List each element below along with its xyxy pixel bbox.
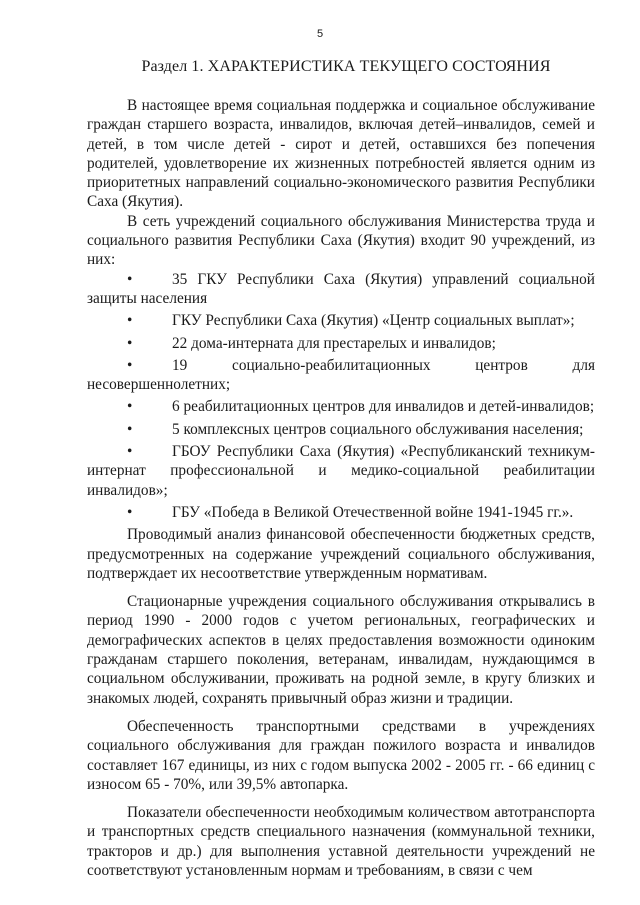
section-title: Раздел 1. ХАРАКТЕРИСТИКА ТЕКУЩЕГО СОСТОЯНИЯ <box>141 58 551 75</box>
list-item: • 35 ГКУ Республики Саха (Якутия) управлений социальной защиты населения <box>87 270 595 309</box>
page-number: 5 <box>316 28 324 40</box>
list-item: • ГКУ Республики Саха (Якутия) «Центр социальных выплат»; <box>87 311 595 330</box>
list-item: • 5 комплексных центров социального обслуживания населения; <box>87 420 595 439</box>
paragraph-network: В сеть учреждений социального обслуживания Министерства труда и социального развития Республики Саха (Якутия) входит 90 учреждений, из них: <box>87 212 595 269</box>
paragraph-stationary: Стационарные учреждения социального обслуживания открывались в период 1990 - 2000 годов с учетом региональных, географических и демографических аспектов в целях предоставления возможности одиноким гражданам старшего поколения, ветеранам, инвалидам, нуждающимся в социальном обслуживании, проживать на родной земле, в кругу близких и знакомых людей, сохранять привычный образ жизни и традиции. <box>87 593 595 707</box>
paragraph-transport: Обеспеченность транспортными средствами в учреждениях социального обслуживания для граждан пожилого возраста и инвалидов составляет 167 единицы, из них с годом выпуска 2002 - 2005 гг. - 66 единиц с износом 65 - 70%, или 39,5% автопарка. <box>87 717 595 793</box>
list-item: • 6 реабилитационных центров для инвалидов и детей-инвалидов; <box>87 397 595 416</box>
list-item: • 22 дома-интерната для престарелых и инвалидов; <box>87 334 595 353</box>
list-item: • 19 социально-реабилитационных центров для несовершеннолетних; <box>87 356 595 395</box>
body-text <box>87 96 595 880</box>
paragraph-finance: Проводимый анализ финансовой обеспеченности бюджетных средств, предусмотренных на содержание учреждений социального обслуживания, подтверждает их несоответствие утвержденным нормативам. <box>87 526 595 582</box>
institutions-list <box>87 270 595 523</box>
paragraph-indicators: Показатели обеспеченности необходимым количеством автотранспорта и транспортных средств специального назначения (коммунальной техники, тракторов и др.) для выполнения уставной деятельности учреждений не соответствуют установленным нормам и требованиям, в связи с чем <box>87 804 595 879</box>
list-item: • ГБОУ Республики Саха (Якутия) «Республиканский техникум-интернат профессиональной и медико-социальной реабилитации инвалидов»; <box>87 442 595 500</box>
list-item: • ГБУ «Победа в Великой Отечественной войне 1941-1945 гг.». <box>87 503 595 522</box>
paragraph-intro: В настоящее время социальная поддержка и социальное обслуживание граждан старшего возраста, инвалидов, включая детей–инвалидов, семей и детей, в том числе детей - сирот и детей, оставшихся без попечения родителей, удовлетворение их жизненных потребностей является одним из приоритетных направлений социально-экономического развития Республики Саха (Якутия). <box>87 97 595 211</box>
